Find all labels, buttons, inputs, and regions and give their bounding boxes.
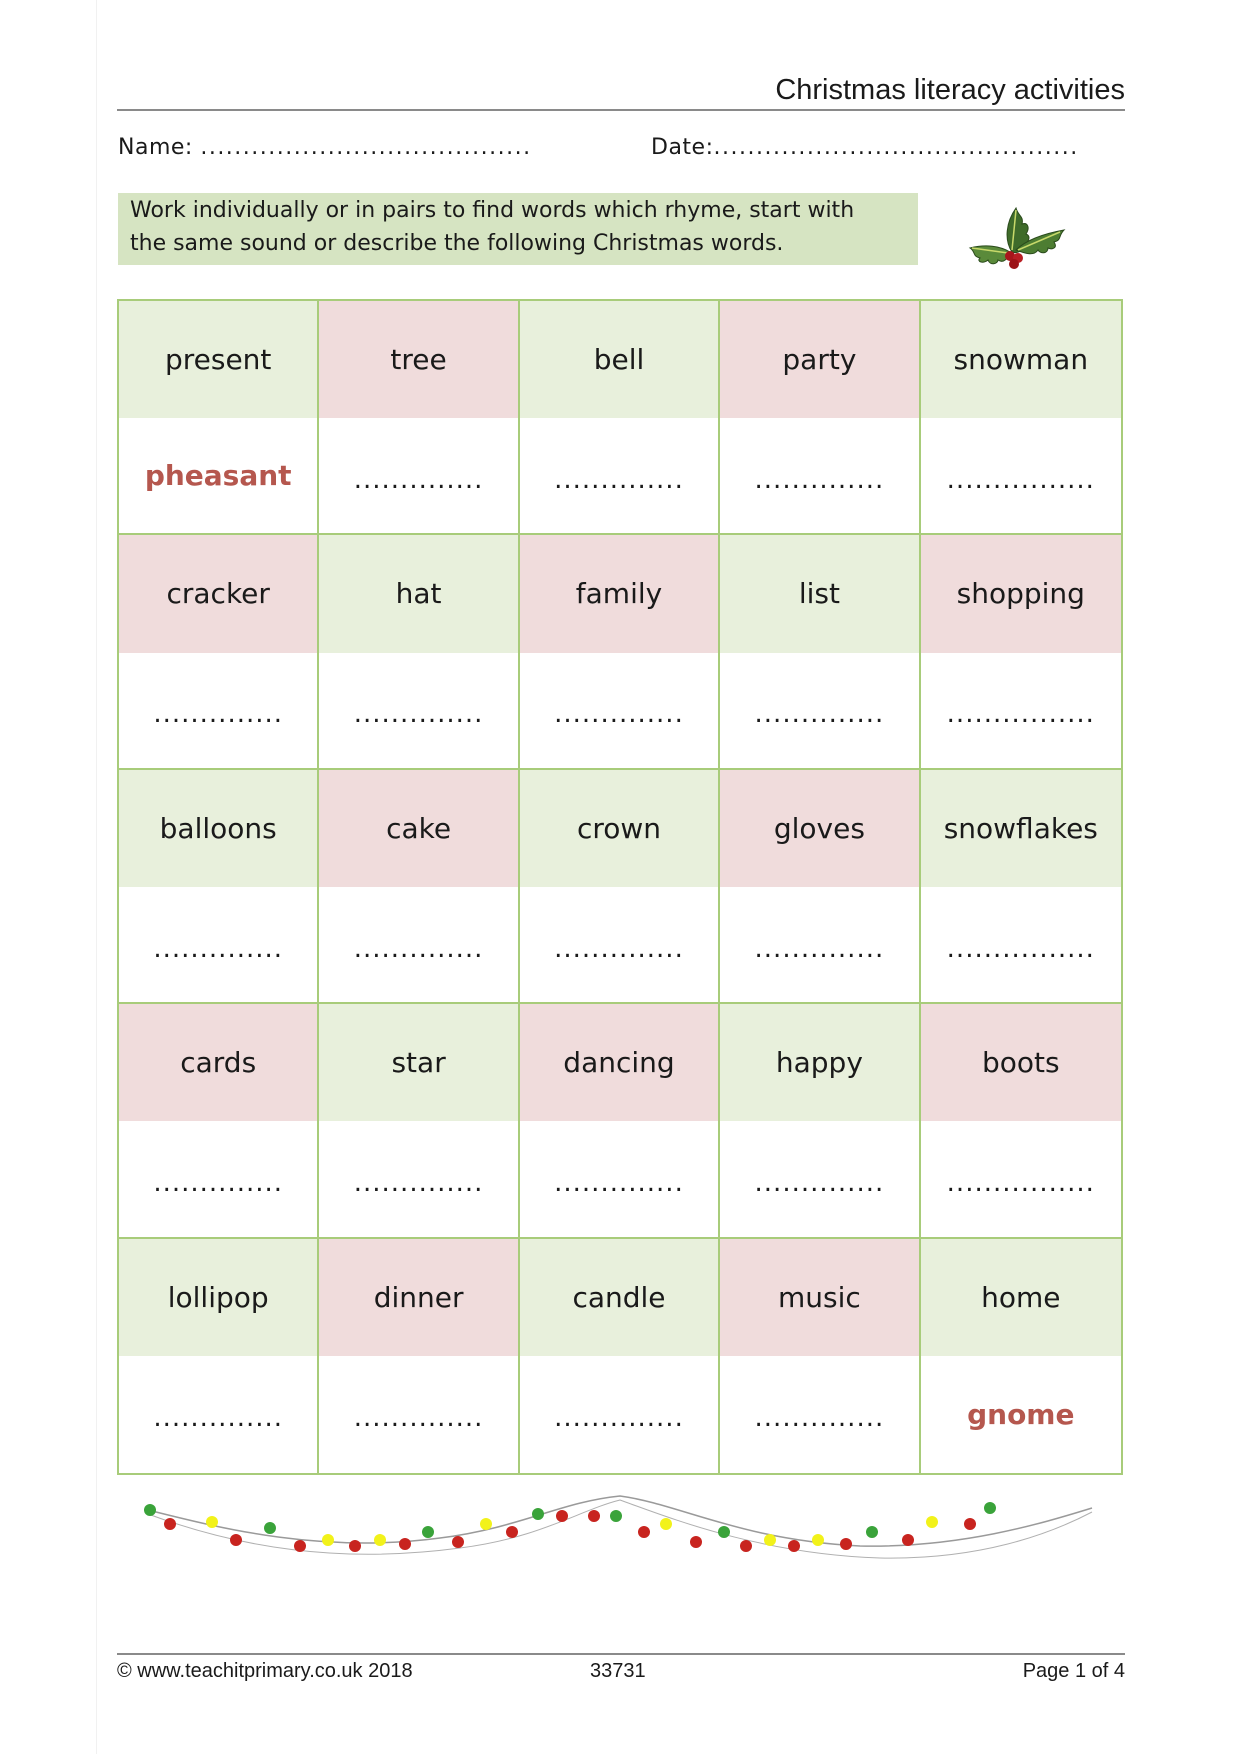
answer-cell[interactable] bbox=[520, 653, 720, 770]
answer-dots: .............. bbox=[754, 1167, 885, 1198]
answer-cell[interactable] bbox=[720, 418, 920, 535]
answer-cell[interactable] bbox=[921, 887, 1121, 1004]
answer-cell[interactable] bbox=[921, 418, 1121, 535]
answer-cell[interactable] bbox=[319, 887, 519, 1004]
instructions-line-2: the same sound or describe the following Christmas words. bbox=[130, 231, 784, 256]
answer-cell[interactable] bbox=[119, 418, 319, 535]
answer-dots: .............. bbox=[754, 464, 885, 495]
answer-cell[interactable] bbox=[520, 1121, 720, 1238]
answer-dots: ................ bbox=[946, 933, 1095, 964]
word-cell: balloons bbox=[119, 770, 319, 887]
answer-dots: .............. bbox=[554, 699, 684, 730]
footer-copyright: © www.teachitprimary.co.uk 2018 bbox=[117, 1660, 413, 1682]
word-cell: tree bbox=[319, 301, 519, 418]
word-cell: family bbox=[520, 535, 720, 652]
answer-dots: .............. bbox=[153, 1403, 284, 1434]
answer-dots: .............. bbox=[554, 1403, 684, 1434]
word-cell: hat bbox=[319, 535, 519, 652]
word-cell: dancing bbox=[520, 1004, 720, 1121]
word-cell: crown bbox=[520, 770, 720, 887]
answer-cell[interactable] bbox=[119, 887, 319, 1004]
page-edge bbox=[96, 0, 97, 1754]
name-label: Name: bbox=[118, 135, 193, 160]
answer-cell[interactable] bbox=[921, 653, 1121, 770]
word-cell: cracker bbox=[119, 535, 319, 652]
answer-dots: .............. bbox=[554, 1167, 684, 1198]
answer-cell[interactable] bbox=[319, 1121, 519, 1238]
instructions-line-1: Work individually or in pairs to find words which rhyme, start with bbox=[130, 198, 855, 223]
word-grid bbox=[117, 299, 1123, 1475]
answer-cell[interactable] bbox=[921, 1356, 1121, 1473]
answer-dots: .............. bbox=[353, 933, 484, 964]
answer-cell[interactable] bbox=[720, 1356, 920, 1473]
date-field[interactable] bbox=[651, 135, 1079, 160]
word-cell: party bbox=[720, 301, 920, 418]
answer-dots: .............. bbox=[153, 1167, 284, 1198]
name-field[interactable] bbox=[118, 135, 532, 160]
answer-dots: .............. bbox=[554, 464, 684, 495]
word-cell: gloves bbox=[720, 770, 920, 887]
answer-cell[interactable] bbox=[319, 653, 519, 770]
footer-code: 33731 bbox=[590, 1660, 646, 1682]
word-cell: cake bbox=[319, 770, 519, 887]
word-cell: home bbox=[921, 1239, 1121, 1356]
answer-cell[interactable] bbox=[119, 653, 319, 770]
answer-cell[interactable] bbox=[119, 1121, 319, 1238]
date-dots: ........................................... bbox=[713, 135, 1079, 160]
header-divider bbox=[117, 109, 1125, 111]
answer-cell[interactable] bbox=[319, 1356, 519, 1473]
example-answer: pheasant bbox=[144, 459, 292, 493]
page-title: Christmas literacy activities bbox=[775, 74, 1125, 106]
word-cell: list bbox=[720, 535, 920, 652]
answer-cell[interactable] bbox=[720, 887, 920, 1004]
answer-dots: .............. bbox=[153, 699, 284, 730]
answer-cell[interactable] bbox=[720, 1121, 920, 1238]
answer-dots: .............. bbox=[754, 1403, 885, 1434]
answer-cell[interactable] bbox=[520, 887, 720, 1004]
answer-dots: ................ bbox=[946, 699, 1095, 730]
word-cell: cards bbox=[119, 1004, 319, 1121]
instructions-box bbox=[118, 193, 918, 265]
date-label: Date: bbox=[651, 135, 714, 160]
answer-cell[interactable] bbox=[319, 418, 519, 535]
word-cell: bell bbox=[520, 301, 720, 418]
word-cell: happy bbox=[720, 1004, 920, 1121]
answer-cell[interactable] bbox=[520, 1356, 720, 1473]
word-cell: boots bbox=[921, 1004, 1121, 1121]
christmas-lights-icon bbox=[140, 1488, 1100, 1570]
word-cell: snowflakes bbox=[921, 770, 1121, 887]
answer-dots: .............. bbox=[153, 933, 284, 964]
holly-icon bbox=[964, 190, 1074, 270]
footer-page: Page 1 of 4 bbox=[1022, 1660, 1125, 1682]
answer-cell[interactable] bbox=[119, 1356, 319, 1473]
word-cell: music bbox=[720, 1239, 920, 1356]
light-bulbs bbox=[144, 1502, 996, 1552]
word-cell: candle bbox=[520, 1239, 720, 1356]
answer-dots: .............. bbox=[353, 1403, 484, 1434]
word-cell: shopping bbox=[921, 535, 1121, 652]
word-cell: dinner bbox=[319, 1239, 519, 1356]
answer-dots: .............. bbox=[353, 1167, 484, 1198]
answer-dots: ................ bbox=[946, 464, 1095, 495]
example-answer: gnome bbox=[967, 1397, 1075, 1431]
answer-cell[interactable] bbox=[921, 1121, 1121, 1238]
footer-divider bbox=[117, 1653, 1125, 1655]
word-cell: star bbox=[319, 1004, 519, 1121]
answer-cell[interactable] bbox=[520, 418, 720, 535]
answer-dots: .............. bbox=[554, 933, 684, 964]
word-cell: present bbox=[119, 301, 319, 418]
answer-dots: .............. bbox=[353, 699, 484, 730]
word-cell: lollipop bbox=[119, 1239, 319, 1356]
word-cell: snowman bbox=[921, 301, 1121, 418]
answer-cell[interactable] bbox=[720, 653, 920, 770]
answer-dots: .............. bbox=[754, 933, 885, 964]
name-dots: ....................................... bbox=[200, 135, 532, 160]
answer-dots: ................ bbox=[946, 1167, 1095, 1198]
answer-dots: .............. bbox=[754, 699, 885, 730]
answer-dots: .............. bbox=[353, 464, 484, 495]
